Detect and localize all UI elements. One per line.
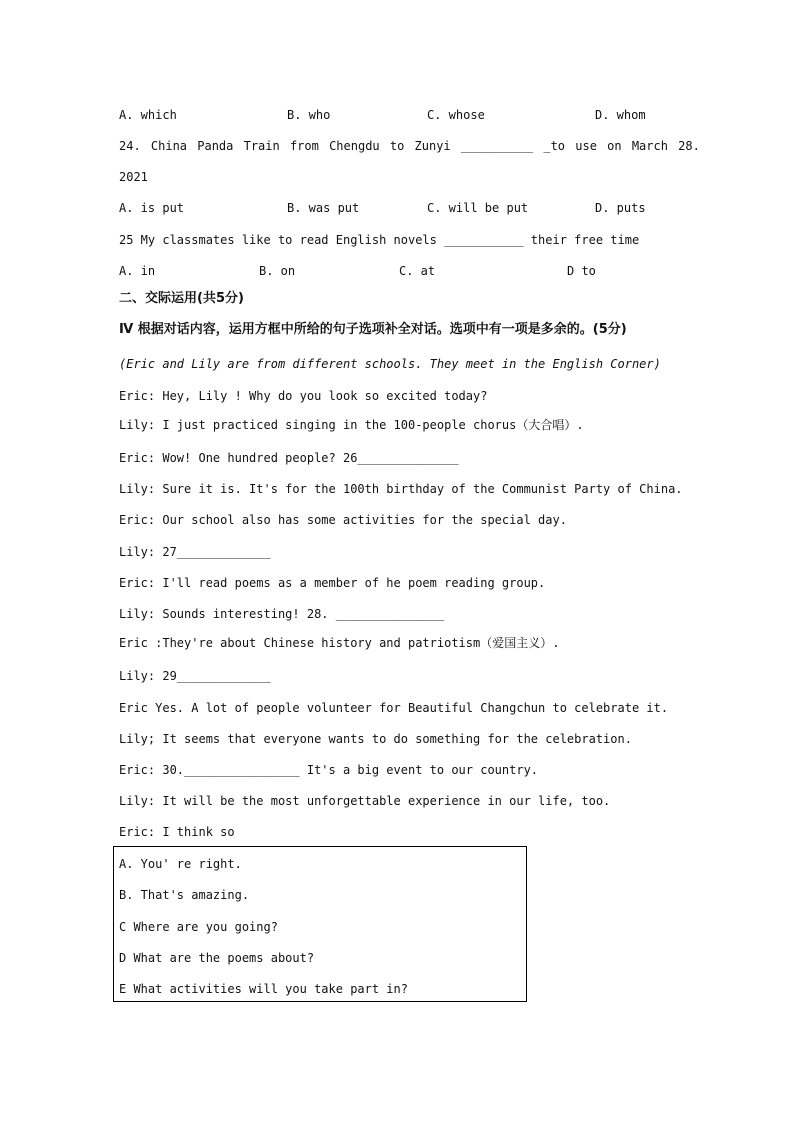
dialogue-line: Eric: I'll read poems as a member of he poem reading group. <box>119 576 546 590</box>
q25-option-c: C. at <box>399 264 436 278</box>
dialogue-line: Eric Yes. A lot of people volunteer for Beautiful Changchun to celebrate it. <box>119 701 669 715</box>
dialogue-line: Eric: 30.________________ It's a big event to our country. <box>119 763 539 777</box>
q24-stem: 24. China Panda Train from Chengdu to Zunyi __________ _to use on March 28. <box>119 139 700 153</box>
q24-option-a: A. is put <box>119 201 185 215</box>
q24-option-d: D. puts <box>595 201 646 215</box>
q24-option-c: C. will be put <box>427 201 529 215</box>
q24-stem-continued: 2021 <box>119 170 148 184</box>
dialogue-line: Lily: Sounds interesting! 28. _______________ <box>119 607 445 621</box>
dialogue-line: Eric: I think so <box>119 825 235 839</box>
section-instruction: Ⅳ 根据对话内容，运用方框中所给的句子选项补全对话。选项中有一项是多余的。(5分) <box>119 322 627 337</box>
dialogue-context: (Eric and Lily are from different schools. They meet in the English Corner) <box>119 357 661 371</box>
box-option-b: B. That's amazing. <box>119 888 250 902</box>
section-title: 二、交际运用(共5分) <box>119 291 244 306</box>
q25-option-b: B. on <box>259 264 296 278</box>
dialogue-line: Lily: 27_____________ <box>119 545 271 559</box>
dialogue-line: Lily; It seems that everyone wants to do something for the celebration. <box>119 732 632 746</box>
q25-option-d: D to <box>567 264 596 278</box>
q23-option-d: D. whom <box>595 108 646 122</box>
dialogue-line: Eric :They're about Chinese history and patriotism（爱国主义）. <box>119 636 560 650</box>
box-option-e: E What activities will you take part in? <box>119 982 408 996</box>
q23-option-b: B. who <box>287 108 331 122</box>
box-option-c: C Where are you going? <box>119 920 278 934</box>
q23-option-c: C. whose <box>427 108 485 122</box>
q25-option-a: A. in <box>119 264 156 278</box>
dialogue-line: Lily: 29_____________ <box>119 669 271 683</box>
dialogue-line: Eric: Wow! One hundred people? 26______________ <box>119 451 459 465</box>
dialogue-line: Lily: Sure it is. It's for the 100th birthday of the Communist Party of China. <box>119 482 683 496</box>
dialogue-line: Eric: Hey, Lily ! Why do you look so excited today? <box>119 389 488 403</box>
dialogue-line: Lily: I just practiced singing in the 100-people chorus（大合唱）. <box>119 418 584 432</box>
q25-stem: 25 My classmates like to read English novels ___________ their free time <box>119 233 640 247</box>
dialogue-line: Lily: It will be the most unforgettable experience in our life, too. <box>119 794 611 808</box>
dialogue-line: Eric: Our school also has some activities for the special day. <box>119 513 567 527</box>
box-option-a: A. You' re right. <box>119 857 242 871</box>
q24-option-b: B. was put <box>287 201 360 215</box>
box-option-d: D What are the poems about? <box>119 951 315 965</box>
q23-option-a: A. which <box>119 108 177 122</box>
